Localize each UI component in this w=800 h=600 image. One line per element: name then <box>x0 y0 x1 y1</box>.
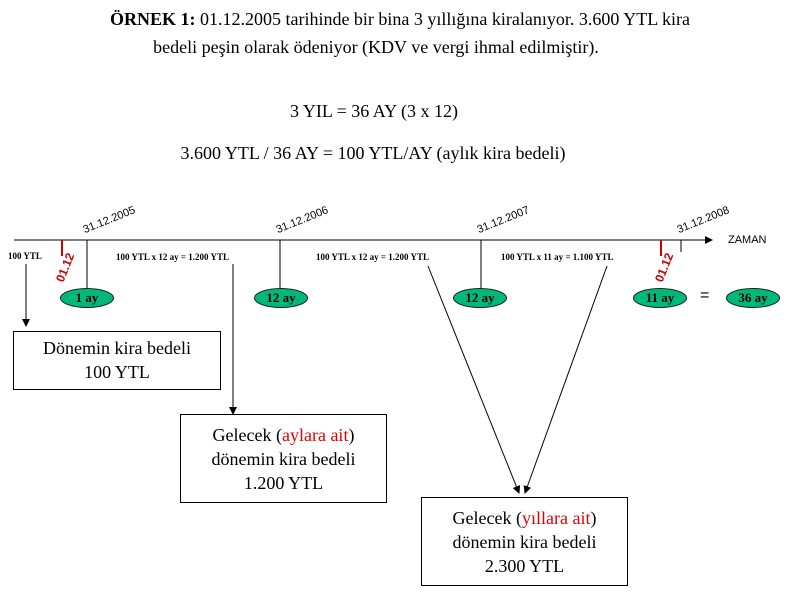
future-years-suffix: ) <box>590 508 597 528</box>
arrow-future-years-2 <box>525 266 607 493</box>
header-line-2: bedeli peşin olarak ödeniyor (KDV ve vergi ihmal edilmiştir). <box>153 37 599 57</box>
axis-label: ZAMAN <box>728 234 767 246</box>
period-ellipse-3: 12 ay <box>453 288 507 308</box>
future-months-box <box>180 414 387 503</box>
future-months-line-3: 1.200 YTL <box>243 473 324 493</box>
equals-sign: = <box>700 287 710 304</box>
future-years-highlight: yıllara ait <box>521 508 591 528</box>
future-months-highlight: aylara ait <box>281 425 349 445</box>
date-label-2006: 31.12.2006 <box>274 204 331 236</box>
future-years-line-2: dönemin kira bedeli <box>452 532 597 552</box>
period-ellipse-2: 12 ay <box>254 288 308 308</box>
amount-third: 100 YTL x 12 ay = 1.200 YTL <box>316 252 429 262</box>
total-ellipse: 36 ay <box>726 288 780 308</box>
amount-first: 100 YTL <box>8 251 42 261</box>
example-label: ÖRNEK 1: <box>109 9 196 29</box>
period-ellipse-1: 1 ay <box>60 288 114 308</box>
future-years-line-1 <box>422 506 627 530</box>
current-box-line-1: Dönemin kira bedeli <box>43 338 191 358</box>
formula-monthly-rent: 3.600 YTL / 36 AY = 100 YTL/AY (aylık kira bedeli) <box>180 143 566 163</box>
start-date-label: 01.12 <box>53 250 78 284</box>
future-years-prefix: Gelecek ( <box>452 508 522 528</box>
future-months-suffix: ) <box>348 425 355 445</box>
future-months-prefix: Gelecek ( <box>212 425 282 445</box>
future-months-line-2: dönemin kira bedeli <box>211 449 356 469</box>
amount-fourth: 100 YTL x 11 ay = 1.100 YTL <box>501 252 614 262</box>
amount-second: 100 YTL x 12 ay = 1.200 YTL <box>116 252 229 262</box>
end-date-label: 01.12 <box>652 250 677 284</box>
formula-years-months: 3 YIL = 36 AY (3 x 12) <box>290 101 458 121</box>
current-box-line-2: 100 YTL <box>84 362 150 382</box>
date-label-2008: 31.12.2008 <box>675 204 732 236</box>
current-period-box <box>13 331 221 390</box>
header-text-1: 01.12.2005 tarihinde bir bina 3 yıllığına kiralanıyor. 3.600 YTL kira <box>195 9 691 29</box>
future-years-line-3: 2.300 YTL <box>484 556 565 576</box>
date-label-2007: 31.12.2007 <box>475 204 532 236</box>
future-years-box <box>421 497 628 586</box>
period-ellipse-4: 11 ay <box>633 288 687 308</box>
date-label-2005: 31.12.2005 <box>81 204 138 236</box>
future-months-line-1 <box>181 423 386 447</box>
